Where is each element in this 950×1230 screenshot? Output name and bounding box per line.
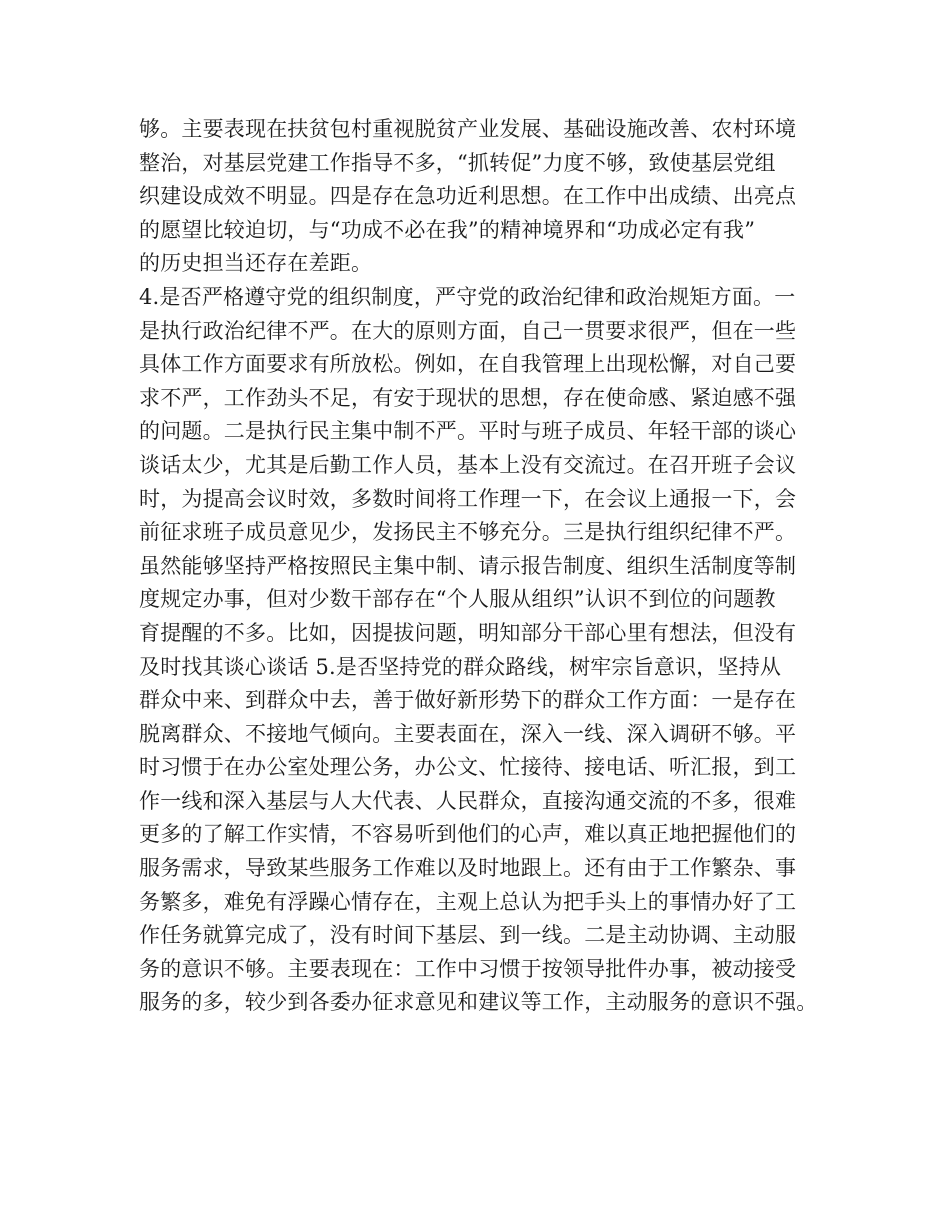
text-line: 时，为提高会议时效，多数时间将工作理一下，在会议上通报一下，会 — [139, 486, 797, 511]
text-line: 的历史担当还存在差距。 — [139, 251, 373, 276]
text-line: 及时找其谈心谈话 5.是否坚持党的群众路线，树牢宗旨意识，坚持从 — [139, 654, 782, 679]
text-line: 时习惯于在办公室处理公务，办公文、忙接待、接电话、听汇报，到工 — [139, 755, 797, 780]
text-line: 是执行政治纪律不严。在大的原则方面，自己一贯要求很严，但在一些 — [139, 318, 797, 343]
text-line: 作一线和深入基层与人大代表、人民群众，直接沟通交流的不多，很难 — [139, 788, 797, 813]
body-text — [139, 113, 839, 1020]
text-line: 度规定办事，但对少数干部存在“个人服从组织”认识不到位的问题教 — [139, 587, 776, 612]
text-line: 整治，对基层党建工作指导不多，“抓转促”力度不够，致使基层党组 — [139, 150, 776, 175]
text-line: 前征求班子成员意见少，发扬民主不够充分。三是执行组织纪律不严。 — [139, 520, 797, 545]
text-line: 求不严，工作劲头不足，有安于现状的思想，存在使命感、紧迫感不强 — [139, 385, 797, 410]
text-line: 服务的多，较少到各委办征求意见和建议等工作，主动服务的意识不强。 — [139, 990, 818, 1015]
text-line: 够。主要表现在扶贫包村重视脱贫产业发展、基础设施改善、农村环境 — [139, 117, 797, 141]
text-line: 的愿望比较迫切，与“功成不必在我”的精神境界和“功成必定有我” — [139, 217, 756, 242]
text-line: 服务需求，导致某些服务工作难以及时地跟上。还有由于工作繁杂、事 — [139, 856, 797, 881]
text-line: 务繁多，难免有浮躁心情存在，主观上总认为把手头上的事情办好了工 — [139, 889, 797, 914]
text-line: 具体工作方面要求有所放松。例如，在自我管理上出现松懈，对自己要 — [139, 352, 797, 377]
text-line: 虽然能够坚持严格按照民主集中制、请示报告制度、组织生活制度等制 — [139, 553, 797, 578]
text-line: 织建设成效不明显。四是存在急功近利思想。在工作中出成绩、出亮点 — [139, 184, 797, 209]
text-line: 育提醒的不多。比如，因提拔问题，明知部分干部心里有想法，但没有 — [139, 620, 797, 645]
text-line: 4.是否严格遵守党的组织制度，严守党的政治纪律和政治规矩方面。一 — [139, 284, 796, 309]
text-line: 更多的了解工作实情，不容易听到他们的心声，难以真正地把握他们的 — [139, 822, 797, 847]
text-line: 脱离群众、不接地气倾向。主要表面在，深入一线、深入调研不够。平 — [139, 721, 797, 746]
text-line: 的问题。二是执行民主集中制不严。平时与班子成员、年轻干部的谈心 — [139, 419, 797, 444]
text-line: 务的意识不够。主要表现在：工作中习惯于按领导批件办事，被动接受 — [139, 956, 797, 981]
text-line: 群众中来、到群众中去，善于做好新形势下的群众工作方面：一是存在 — [139, 688, 797, 713]
text-line: 作任务就算完成了，没有时间下基层、到一线。二是主动协调、主动服 — [139, 923, 797, 948]
text-line: 谈话太少，尤其是后勤工作人员，基本上没有交流过。在召开班子会议 — [139, 452, 797, 477]
